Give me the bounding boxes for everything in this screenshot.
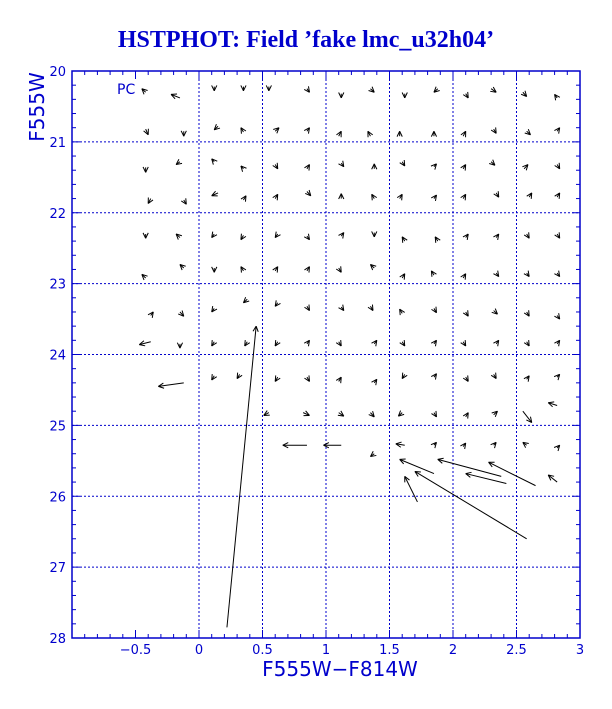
- error-vector: [245, 340, 250, 346]
- y-tick-label: 22: [49, 206, 66, 222]
- error-vector: [139, 341, 150, 346]
- error-vector: [148, 198, 153, 204]
- error-vector: [438, 458, 502, 476]
- error-vector: [522, 165, 528, 171]
- error-vector: [143, 167, 148, 172]
- error-vector: [554, 128, 559, 134]
- error-vector: [304, 165, 309, 171]
- error-vector: [273, 194, 278, 200]
- error-vector: [369, 87, 375, 93]
- error-vector: [180, 264, 186, 270]
- error-vector: [402, 373, 407, 379]
- error-vector: [463, 310, 468, 316]
- error-vector: [372, 231, 377, 236]
- error-vector: [493, 271, 498, 277]
- error-vector: [431, 164, 437, 170]
- error-vector: [178, 310, 184, 316]
- error-vector: [523, 411, 532, 422]
- error-vector: [372, 164, 377, 169]
- error-vector: [304, 375, 309, 381]
- y-tick-labels: [49, 65, 66, 647]
- error-vector: [400, 160, 405, 166]
- x-axis-label: F555W−F814W: [262, 657, 418, 681]
- x-tick-label: 0: [194, 643, 204, 658]
- error-vector: [554, 374, 560, 380]
- error-vector: [370, 451, 376, 456]
- error-vector: [460, 443, 465, 449]
- error-vector: [241, 196, 246, 202]
- error-vector: [493, 234, 498, 240]
- error-vector: [323, 443, 341, 448]
- error-vector: [142, 89, 148, 95]
- error-vector: [555, 94, 560, 100]
- error-vector: [548, 475, 557, 482]
- x-tick-label: 2: [448, 643, 458, 658]
- error-vector: [243, 297, 249, 303]
- error-vector: [304, 234, 309, 240]
- error-vector: [524, 232, 529, 238]
- error-vector: [431, 271, 436, 277]
- error-vector: [212, 191, 218, 196]
- panel-label: PC: [117, 82, 136, 98]
- error-vector: [435, 237, 440, 243]
- error-vector: [463, 234, 468, 240]
- error-vector: [493, 340, 498, 346]
- error-vector: [489, 462, 536, 485]
- error-vector: [431, 195, 436, 201]
- error-vector: [336, 340, 341, 346]
- error-vector: [398, 411, 404, 417]
- error-vector: [492, 411, 498, 417]
- error-vector: [489, 160, 495, 166]
- x-tick-label: 1.5: [379, 643, 400, 658]
- error-vector: [491, 127, 496, 133]
- error-vector: [304, 305, 309, 311]
- error-vector: [494, 191, 499, 197]
- y-tick-label: 25: [49, 419, 66, 435]
- error-vector: [339, 161, 344, 167]
- error-vector: [144, 129, 149, 135]
- error-vector: [241, 85, 246, 90]
- error-vector: [463, 375, 468, 381]
- y-tick-label: 23: [49, 277, 66, 293]
- error-vector: [304, 267, 309, 273]
- x-tick-label: 1: [321, 643, 331, 658]
- chart-title: HSTPHOT: Field ’fake lmc_u32h04’: [117, 27, 495, 53]
- error-vector: [491, 373, 496, 379]
- error-vector: [463, 92, 468, 98]
- error-vector: [212, 374, 217, 380]
- error-vector: [555, 193, 560, 199]
- error-vector: [212, 232, 217, 238]
- error-vector: [369, 411, 375, 417]
- error-vector: [524, 271, 529, 277]
- error-vector: [177, 343, 182, 348]
- error-vector: [372, 340, 377, 346]
- error-vector: [212, 306, 217, 312]
- x-tick-label: 0.5: [252, 643, 273, 658]
- error-vector: [491, 442, 497, 448]
- error-vector: [461, 340, 466, 346]
- error-vector: [397, 194, 402, 200]
- error-vector: [283, 443, 307, 448]
- error-vector: [523, 442, 529, 447]
- error-vector: [304, 128, 309, 134]
- y-tick-label: 24: [49, 348, 66, 364]
- error-vector: [241, 166, 247, 172]
- y-axis-label: F555W: [25, 72, 49, 142]
- error-vector: [214, 124, 220, 130]
- error-vector: [241, 234, 246, 240]
- error-vector: [336, 377, 341, 383]
- error-vector: [339, 93, 344, 98]
- error-vector: [431, 374, 436, 380]
- error-vector: [461, 131, 466, 137]
- y-tick-label: 27: [49, 561, 66, 577]
- error-vector: [554, 340, 559, 346]
- error-vector: [143, 233, 148, 238]
- error-vector: [339, 194, 344, 199]
- error-vector: [400, 274, 405, 280]
- error-vector: [555, 232, 560, 238]
- y-tick-label: 26: [49, 490, 66, 506]
- error-vector: [434, 87, 440, 93]
- error-vector: [525, 129, 531, 135]
- y-tick-label: 28: [49, 632, 66, 647]
- error-vector: [548, 402, 557, 407]
- error-vector: [527, 193, 532, 199]
- error-vectors: [139, 85, 560, 627]
- error-vector: [264, 411, 270, 416]
- error-vector: [181, 131, 186, 136]
- error-vector: [400, 340, 405, 346]
- error-vector: [372, 379, 377, 385]
- x-tick-label: 3: [575, 643, 585, 658]
- error-vector: [521, 91, 527, 97]
- error-vector: [241, 128, 246, 134]
- error-vector: [176, 234, 182, 240]
- x-tick-label: 2.5: [506, 643, 527, 658]
- error-vector: [275, 232, 280, 238]
- error-vector: [466, 472, 507, 483]
- error-vector: [524, 340, 529, 346]
- error-vector: [227, 326, 258, 627]
- error-vector: [339, 305, 344, 311]
- error-vector: [275, 375, 280, 381]
- error-vector: [303, 411, 309, 416]
- error-vector: [400, 309, 405, 315]
- error-vector: [492, 309, 498, 315]
- error-vector: [554, 313, 559, 319]
- error-vector: [372, 194, 377, 200]
- error-vector: [273, 128, 279, 134]
- error-vector: [461, 165, 466, 171]
- error-vector: [524, 310, 529, 316]
- y-tick-label: 21: [49, 135, 66, 151]
- error-vector: [275, 300, 280, 306]
- error-vector: [273, 267, 278, 273]
- error-vector: [212, 340, 217, 346]
- error-vector: [181, 198, 186, 204]
- error-vector: [402, 93, 407, 98]
- error-vector: [176, 159, 182, 164]
- error-vector: [305, 190, 311, 196]
- error-vector: [212, 85, 217, 90]
- error-vector: [554, 271, 559, 277]
- error-vector: [241, 267, 246, 273]
- error-vector: [405, 476, 418, 502]
- error-vector: [461, 194, 466, 200]
- error-vector: [415, 471, 527, 538]
- x-tick-label: −0.5: [119, 643, 152, 658]
- error-vector: [237, 373, 242, 379]
- error-vector: [431, 340, 436, 346]
- error-vector: [463, 413, 468, 419]
- error-vector: [524, 376, 529, 382]
- error-vector: [212, 159, 218, 165]
- error-vector: [396, 442, 405, 447]
- x-tick-labels: [120, 643, 584, 658]
- error-vector: [431, 442, 437, 448]
- error-vector: [336, 131, 341, 137]
- error-vector: [431, 411, 436, 417]
- error-vector: [273, 163, 278, 169]
- error-vector: [402, 237, 407, 243]
- error-vector: [304, 340, 309, 346]
- grid-lines: [72, 71, 580, 638]
- error-vector: [490, 87, 496, 92]
- error-vector: [148, 312, 153, 318]
- error-vector: [431, 131, 436, 136]
- error-vector: [368, 305, 373, 311]
- error-vector: [171, 94, 180, 99]
- error-vector: [370, 264, 376, 270]
- error-vector: [275, 340, 280, 346]
- error-vector: [304, 86, 309, 92]
- y-tick-label: 20: [49, 65, 66, 80]
- error-vector: [338, 411, 344, 416]
- error-vector: [555, 163, 560, 169]
- error-vector: [431, 307, 436, 313]
- error-vector: [461, 274, 466, 280]
- error-vector: [368, 131, 373, 137]
- error-vector: [142, 274, 148, 280]
- error-vector: [554, 445, 560, 451]
- error-vector: [158, 383, 183, 388]
- error-vector: [212, 267, 217, 272]
- error-vector: [266, 85, 271, 90]
- error-vector: [336, 266, 341, 272]
- error-vector: [339, 233, 344, 239]
- error-vector: [397, 131, 402, 136]
